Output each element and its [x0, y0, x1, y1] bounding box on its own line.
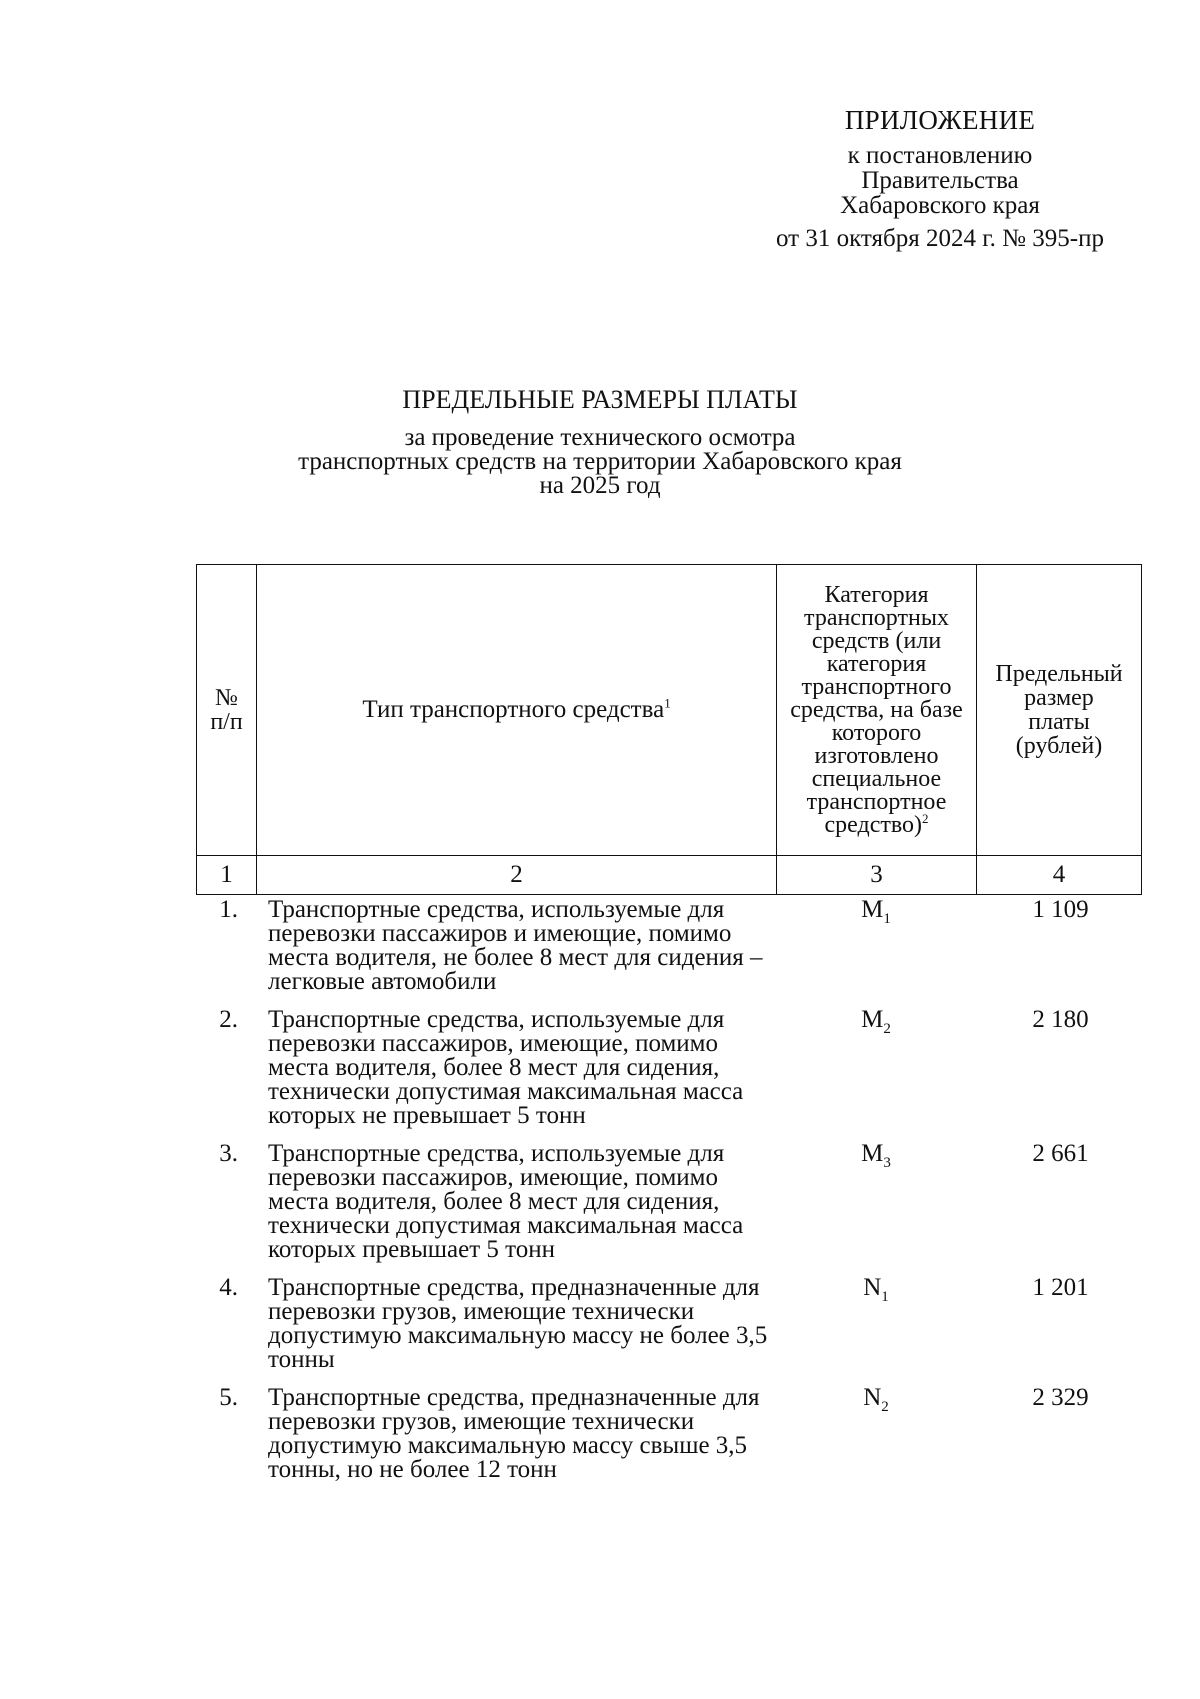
category-letter: N	[863, 1274, 882, 1301]
category-index: 2	[883, 1021, 891, 1037]
row-vehicle-type: Транспортные средства, используемые для перевозки пассажиров и имеющие, помимо места водителя, не более 8 мест для сидения – легковые автомобили	[268, 896, 763, 995]
footnote-mark: 1	[664, 695, 671, 711]
header-num	[197, 565, 257, 856]
row-price: 2 329	[1032, 1384, 1089, 1411]
appendix-line2: Правительства	[861, 167, 1019, 194]
document-subtitle-line1: за проведение технического осмотра	[404, 424, 796, 451]
footnote-mark: 2	[922, 810, 929, 826]
category-index: 2	[881, 1399, 889, 1415]
category-index: 3	[883, 1155, 891, 1171]
column-number: 2	[257, 856, 777, 895]
category-index: 1	[881, 1289, 889, 1305]
appendix-date: от 31 октября 2024 г. № 395-пр	[776, 225, 1104, 252]
row-category	[776, 898, 976, 1008]
column-number: 1	[197, 856, 257, 895]
header-price	[977, 565, 1142, 856]
category-letter: M	[861, 1140, 884, 1167]
header-row	[197, 565, 1142, 856]
row-vehicle-type: Транспортные средства, используемые для перевозки пассажиров, имеющие, помимо места водителя, более 8 мест для сидения, технически допустимая максимальная масса которых не превышает 5 тонн	[268, 1006, 744, 1129]
header-price-line2: размер	[1024, 685, 1094, 711]
table-row	[196, 1142, 1141, 1276]
category-index: 1	[883, 911, 891, 927]
row-category	[776, 1008, 976, 1142]
row-price: 1 109	[1032, 896, 1089, 923]
header-price-line4: (рублей)	[1015, 733, 1103, 759]
table-row	[196, 898, 1141, 1008]
header-num-line2: п/п	[210, 709, 243, 735]
row-price: 2 180	[1032, 1006, 1089, 1033]
category-letter: N	[863, 1384, 882, 1411]
row-price: 1 201	[1032, 1274, 1089, 1301]
row-number: 4.	[219, 1274, 238, 1301]
row-vehicle-type: Транспортные средства, используемые для перевозки пассажиров, имеющие, помимо места водителя, более 8 мест для сидения, технически допустимая максимальная масса которых превышает 5 тонн	[268, 1140, 744, 1263]
fee-table-header	[196, 564, 1142, 895]
category-letter: M	[861, 896, 884, 923]
category-letter: M	[861, 1006, 884, 1033]
header-category-text: Категория транспортных средств (или категория транспортного средства, на базе которого изготовлено специальное транспортное средство)	[790, 581, 963, 838]
header-price-line1: Предельный	[995, 661, 1123, 687]
row-number: 3.	[219, 1140, 238, 1167]
header-type	[257, 565, 777, 856]
table-row	[196, 1008, 1141, 1142]
document-subtitle-line3: на 2025 год	[539, 472, 661, 499]
header-category	[777, 565, 977, 856]
row-vehicle-type: Транспортные средства, предназначенные для перевозки грузов, имеющие технически допустимую максимальную массу не более 3,5 тонны	[268, 1274, 768, 1373]
column-number-row	[197, 856, 1142, 895]
row-number: 5.	[219, 1384, 238, 1411]
row-number: 2.	[219, 1006, 238, 1033]
header-price-line3: платы	[1028, 709, 1090, 735]
document-subtitle-line2: транспортных средств на территории Хабаровского края	[298, 448, 902, 475]
document-title-block	[200, 385, 1000, 499]
row-price: 2 661	[1032, 1140, 1089, 1167]
fee-table-body	[196, 898, 1141, 1496]
table-row	[196, 1276, 1141, 1386]
row-category	[776, 1276, 976, 1386]
appendix-block	[740, 105, 1140, 252]
appendix-line1: к постановлению	[847, 142, 1033, 169]
row-number: 1.	[219, 896, 238, 923]
appendix-title: ПРИЛОЖЕНИЕ	[844, 105, 1036, 135]
row-category	[776, 1142, 976, 1276]
header-num-line1: №	[215, 685, 238, 711]
row-vehicle-type: Транспортные средства, предназначенные для перевозки грузов, имеющие технически допустимую максимальную массу свыше 3,5 тонны, но не более 12 тонн	[268, 1384, 760, 1483]
header-type-text: Тип транспортного средства	[362, 696, 665, 723]
row-category	[776, 1386, 976, 1496]
document-title: ПРЕДЕЛЬНЫЕ РАЗМЕРЫ ПЛАТЫ	[402, 385, 798, 414]
table-row	[196, 1386, 1141, 1496]
appendix-line3: Хабаровского края	[840, 192, 1040, 219]
column-number: 4	[977, 856, 1142, 895]
column-number: 3	[777, 856, 977, 895]
